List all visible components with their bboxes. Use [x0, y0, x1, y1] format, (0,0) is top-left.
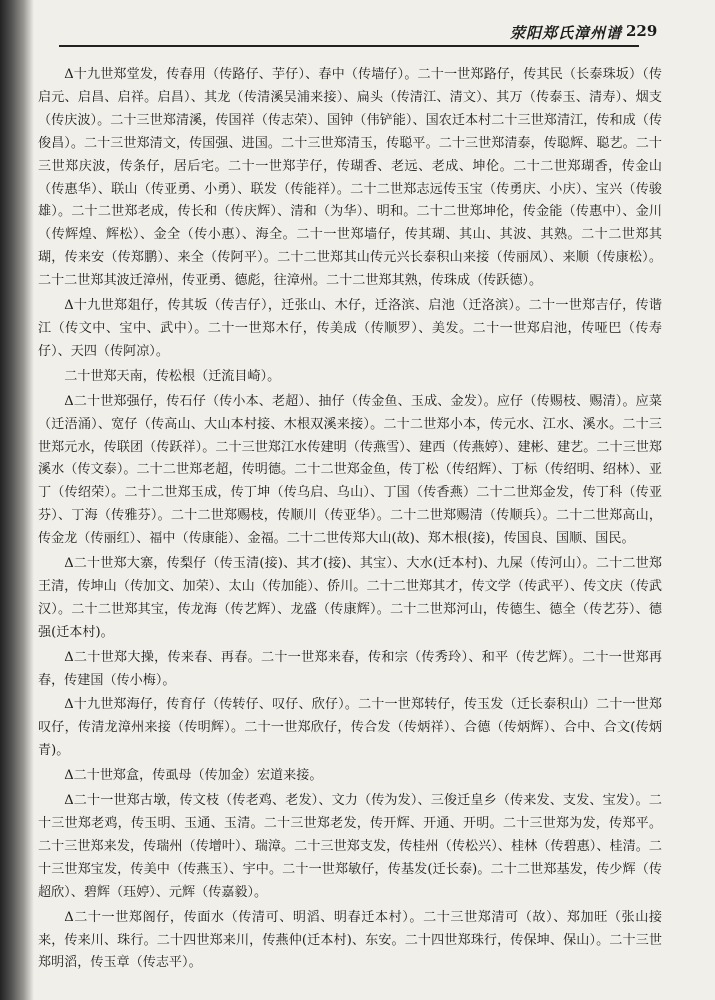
running-title: 荥阳郑氏漳州谱	[510, 24, 623, 42]
paragraph: Δ十九世郑海仔，传育仔（传转仔、叹仔、欣仔）。二十一世郑转仔，传玉发（迁长泰积山）二十一世郑叹仔，传清龙漳州来接（传明辉）。二十一世郑欣仔，传合发（传炳祥）、合德（传炳辉）、合中、合文(传炳青)。	[38, 697, 662, 759]
paragraph: Δ二十一世郑阁仔，传面水（传清可、明滔、明春迁本村）。二十三世郑清可（故）、郑加旺（张山接来，传来川、珠行。二十四世郑来川，传燕仲(迁本村)、东安。二十四世郑珠行，传保坤、保山）。二十三世郑明滔，传玉章（传志平）。	[38, 909, 662, 971]
genealogy-text	[38, 64, 662, 977]
book-binding-shadow	[0, 0, 34, 1000]
paragraph: Δ二十世郑强仔，传石仔（传小本、老超）、抽仔（传金鱼、玉成、金发）。应仔（传赐枝、赐清）。应菜（迁浯涌）、宽仔（传高山、大山本村接、木根双溪来接）。二十二世郑小本，传元水、江水、溪水。二十三世郑元水，传联团（传跃祥）。二十三世郑江水传建明（传燕雪）、建西（传燕婷）、建彬、建艺。二十三世郑溪水（传文泰）。二十二世郑老超，传明德。二十二世郑金鱼，传丁松（传绍辉）、丁标（传绍明、绍林）、亚丁（传绍荣）。二十二世郑玉成，传丁坤（传乌启、乌山）、丁国（传香燕）二十二世郑金发，传丁科（传亚芬）、丁海（传雅芬）。二十二世郑赐枝，传顺川（传亚华）。二十二世郑赐清（传顺兵）。二十二世郑高山，传金龙（传丽红）、福中（传康能）、金福。二十二世传郑大山(故)、郑木根(接)，传国良、国顺、国民。	[38, 393, 662, 547]
header-rule	[59, 45, 639, 47]
page-header	[34, 0, 715, 48]
paragraph: Δ十九世郑堂发，传春用（传路仔、芋仔）、春中（传墙仔）。二十一世郑路仔，传其民（长泰珠坂）（传启元、启昌、启祥。启昌）、其龙（传清溪吴浦来接）、扁头（传清江、清文）、其万（传泰玉、清寿）、烟支（传庆波）。二十三世郑清溪，传国祥（传志荣）、国钟（伟铲能）、国农迁本村二十三世郑清江，传和成（传俊昌）。二十三世郑清文，传国强、进国。二十三世郑清玉，传聪平。二十三世郑清泰，传聪辉、聪艺。二十三世郑庆波，传条仔，居后宅。二十一世郑芋仔，传瑚香、老远、老成、坤伦。二十二世郑瑚香，传金山（传惠华）、联山（传亚勇、小勇）、联发（传能祥）。二十二世郑志远传玉宝（传勇庆、小庆）、宝兴（传骏雄）。二十二世郑老成，传长和（传庆辉）、清和（为华）、明和。二十二世郑坤伦，传金能（传惠中）、金川（传辉煌、辉松）、金全（传小惠）、海全。二十一世郑墙仔，传其瑚、其山、其波、其熟。二十二世郑其瑚，传来安（传郑鹏）、来全（传阿平）。二十二世郑其山传元兴长泰积山来接（传丽凤）、来顺（传康松）。二十二世郑其波迁漳州，传亚勇、德彪，往漳州。二十二世郑其熟，传珠成（传跃德）。	[38, 67, 662, 289]
paragraph: Δ十九世郑爼仔，传其坂（传吉仔），迁张山、木仔，迁洛滨、启池（迁洛滨）。二十一世郑吉仔，传谐江（传文中、宝中、武中）。二十一世郑木仔，传美成（传顺罗）、美发。二十一世郑启池，传哑巴（传寿仔）、天四（传阿凉）。	[38, 298, 662, 359]
paragraph: Δ二十世郑大寨，传梨仔（传玉清(接)、其才(接)、其宝）、大水(迁本村)、九屎（传河山）。二十二世郑王清，传坤山（传加文、加荣）、太山（传加能）、侨川。二十二世郑其才，传文学（传武平）、传文庆（传武汉）。二十二世郑其宝，传龙海（传艺辉）、龙盛（传康辉）。二十二世郑河山，传德生、德全（传艺芬）、德强(迁本村)。	[38, 556, 662, 640]
paragraph: Δ二十世郑大操，传来春、再春。二十一世郑来春，传和宗（传秀玲）、和平（传艺辉）。二十一世郑再春，传建国（传小梅）。	[38, 649, 662, 688]
paragraph: Δ二十一世郑古墩，传文枝（传老鸡、老发）、文力（传为发）、三俊迁皇乡（传来发、支发、宝发）。二十三世郑老鸡，传玉明、玉通、玉清。二十三世郑老发，传开辉、开通、开明。二十三世郑为发，传郑平。二十三世郑来发，传瑞州（传增叶）、瑞漳。二十三世郑支发，传桂州（传松兴）、桂林（传碧惠）、桂清。二十三世郑宝发，传美中（传燕玉）、宇中。二十一世郑敏仔，传基发(迁长泰)。二十二世郑基发，传少辉（传超欣）、碧辉（珏婷）、元辉（传嘉毅）。	[38, 793, 662, 900]
paragraph: 二十世郑天南，传松根（迁流目崎）。	[64, 368, 281, 384]
paragraph: Δ二十世郑盒，传虱母（传加金）宏道来接。	[64, 768, 323, 784]
page-number: 229	[626, 22, 658, 40]
